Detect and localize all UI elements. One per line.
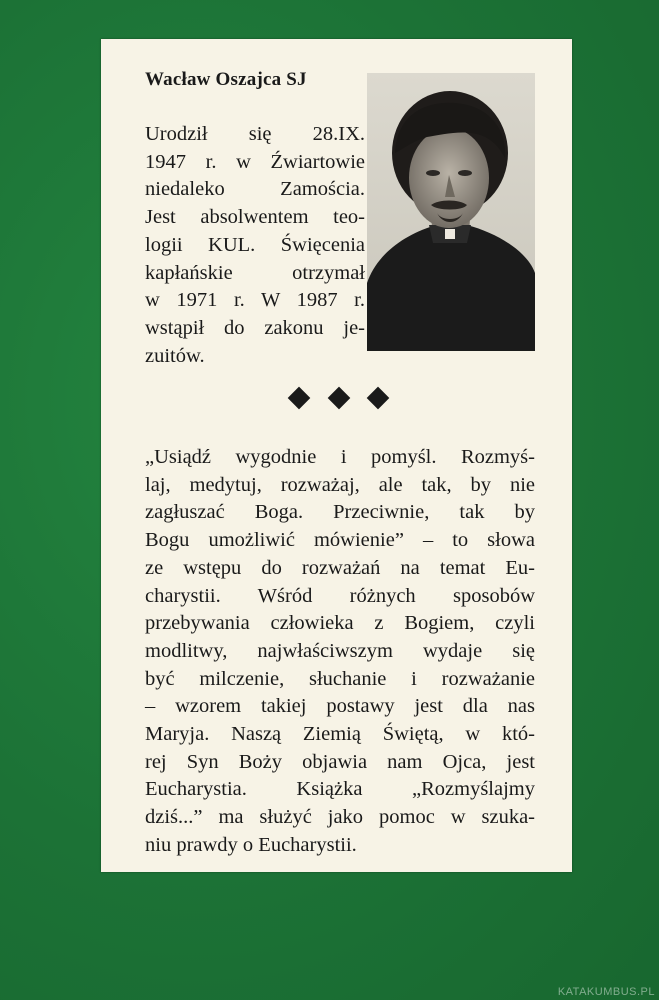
book-blurb — [145, 444, 535, 860]
ornament-divider — [291, 390, 386, 406]
author-photo — [367, 73, 535, 351]
diamond-icon — [367, 387, 390, 410]
blurb-line: dziś...” ma służyć jako pomoc w szuka- — [145, 806, 535, 829]
blurb-line: niu prawdy o Eucharystii. — [145, 833, 357, 856]
blurb-line: Bogu umożliwić mówienie” – to słowa — [145, 529, 535, 552]
back-cover-card — [101, 39, 572, 872]
diamond-icon — [288, 387, 311, 410]
blurb-line: laj, medytuj, rozważaj, ale tak, by nie — [145, 473, 535, 496]
bio-line: logii KUL. Święcenia — [145, 233, 365, 256]
diamond-icon — [327, 387, 350, 410]
bio-line: zuitów. — [145, 344, 205, 367]
blurb-line: „Usiądź wygodnie i pomyśl. Rozmyś- — [145, 446, 535, 468]
bio-line: 1947 r. w Źwiartowie — [145, 150, 365, 173]
blurb-line: przebywania człowieka z Bogiem, czyli — [145, 612, 535, 635]
blurb-line: ze wstępu do rozważań na temat Eu- — [145, 556, 535, 579]
bio-line: Urodził się 28.IX. — [145, 123, 365, 145]
blurb-line: – wzorem takiej postawy jest dla nas — [145, 695, 535, 718]
bio-line: Jest absolwentem teo- — [145, 206, 365, 229]
bio-line: w 1971 r. W 1987 r. — [145, 289, 365, 312]
blurb-line: rej Syn Boży objawia nam Ojca, jest — [145, 750, 535, 773]
site-watermark: KATAKUMBUS.PL — [557, 986, 655, 998]
bio-line: wstąpił do zakonu je- — [145, 316, 365, 339]
blurb-line: Eucharystia. Książka „Rozmyślajmy — [145, 778, 535, 801]
author-name: Wacław Oszajca SJ — [145, 69, 307, 90]
bio-line: kapłańskie otrzymał — [145, 261, 365, 284]
blurb-line: zagłuszać Boga. Przeciwnie, tak by — [145, 501, 535, 524]
author-bio — [145, 121, 365, 370]
blurb-line: Maryja. Naszą Ziemią Świętą, w któ- — [145, 723, 535, 746]
blurb-line: modlitwy, najwłaściwszym wydaje się — [145, 639, 535, 662]
blurb-line: charystii. Wśród różnych sposobów — [145, 584, 535, 607]
blurb-line: być milczenie, słuchanie i rozważanie — [145, 667, 535, 690]
bio-line: niedaleko Zamościa. — [145, 178, 365, 201]
